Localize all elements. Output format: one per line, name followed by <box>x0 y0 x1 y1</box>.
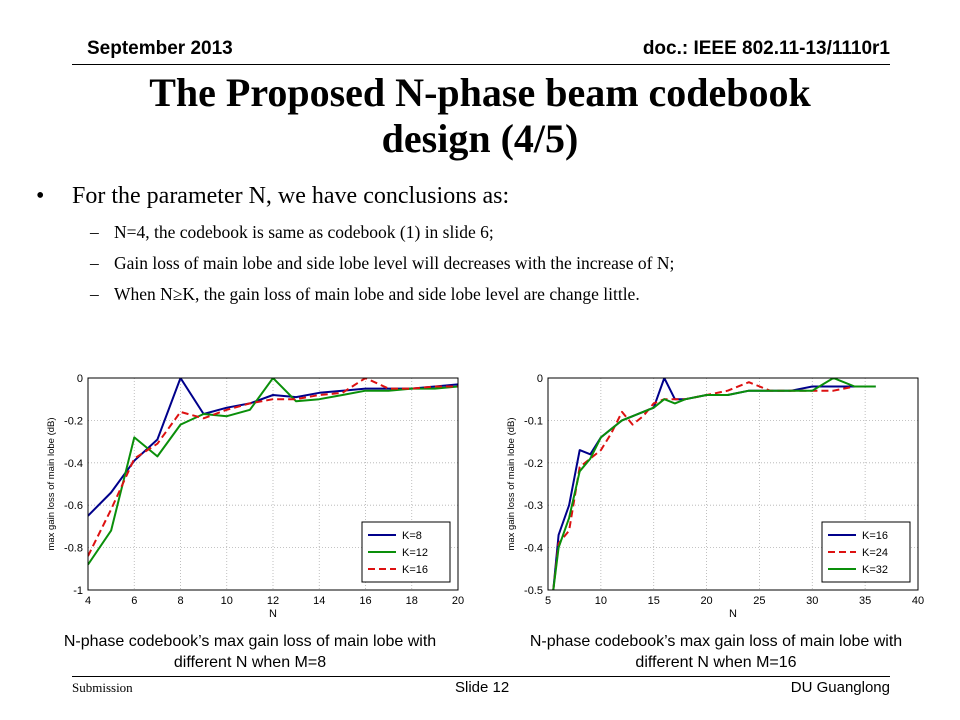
y-tick-label: -0.6 <box>64 500 83 513</box>
y-tick-label: -0.2 <box>524 457 543 470</box>
y-tick-label: -1 <box>73 585 83 597</box>
slide-title-line-2: design (4/5) <box>381 116 579 161</box>
sub-bullet <box>90 253 916 274</box>
header-doc-id: doc.: IEEE 802.11-13/1110r1 <box>642 38 890 59</box>
sub-bullet <box>90 222 916 243</box>
header-date: September 2013 <box>87 38 233 59</box>
sub-bullet-text: Gain loss of main lobe and side lobe level will decreases with the increase of N; <box>114 253 675 273</box>
y-tick-label: -0.1 <box>524 415 543 428</box>
dash-icon: – <box>90 253 99 273</box>
footer-author: DU Guanglong <box>790 679 890 696</box>
legend-label: K=8 <box>402 530 422 542</box>
dash-icon: – <box>90 284 99 304</box>
footer-divider <box>72 676 890 677</box>
bullet-dot-icon: • <box>36 183 45 209</box>
sub-bullet <box>90 284 916 305</box>
dash-icon: – <box>90 222 99 242</box>
x-axis-label: N <box>729 608 737 620</box>
x-tick-label: 35 <box>859 595 872 607</box>
y-tick-label: -0.8 <box>64 542 83 555</box>
legend-label: K=16 <box>862 530 888 542</box>
legend-label: K=24 <box>862 547 888 559</box>
y-axis-label: max gain loss of main lobe (dB) <box>46 417 57 551</box>
x-tick-label: 16 <box>359 595 372 607</box>
header-divider <box>72 64 890 65</box>
y-tick-label: 0 <box>536 373 543 385</box>
x-tick-label: 14 <box>313 595 326 607</box>
x-axis-label: N <box>269 608 277 620</box>
y-tick-label: -0.2 <box>64 415 83 428</box>
legend-label: K=12 <box>402 547 428 559</box>
footer-slide-number: Slide 12 <box>455 679 510 696</box>
legend-label: K=16 <box>402 564 428 576</box>
x-tick-label: 15 <box>647 595 660 607</box>
y-tick-label: 0 <box>76 373 83 385</box>
x-tick-label: 20 <box>451 595 465 607</box>
sub-bullet-text: N=4, the codebook is same as codebook (1) in slide 6; <box>114 222 494 242</box>
sub-bullet-text: When N≥K, the gain loss of main lobe and side lobe level are change little. <box>114 284 640 304</box>
y-tick-label: -0.5 <box>524 585 543 597</box>
x-tick-label: 12 <box>266 595 280 607</box>
x-tick-label: 20 <box>700 595 713 607</box>
x-tick-label: 5 <box>544 595 552 607</box>
slide-title <box>90 70 870 162</box>
x-tick-label: 40 <box>911 595 925 607</box>
slide-title-line-1: The Proposed N-phase beam codebook <box>149 70 811 115</box>
x-tick-label: 18 <box>405 595 418 607</box>
x-tick-label: 8 <box>177 595 184 607</box>
chart-m8 <box>40 362 470 624</box>
y-tick-label: -0.4 <box>64 457 83 470</box>
x-tick-label: 4 <box>84 595 92 607</box>
chart-m8-caption: N-phase codebook’s max gain loss of main lobe with different N when M=8 <box>63 633 437 671</box>
x-tick-label: 10 <box>594 595 607 607</box>
x-tick-label: 25 <box>753 595 766 607</box>
y-tick-label: -0.4 <box>524 542 543 555</box>
x-tick-label: 30 <box>806 595 819 607</box>
footer-submission: Submission <box>72 680 133 695</box>
y-tick-label: -0.3 <box>524 500 543 513</box>
chart-m16 <box>500 362 930 624</box>
y-axis-label: max gain loss of main lobe (dB) <box>506 417 517 551</box>
bullet-list <box>36 183 916 315</box>
x-tick-label: 10 <box>220 595 233 607</box>
main-bullet <box>36 183 916 210</box>
chart-m16-caption: N-phase codebook’s max gain loss of main lobe with different N when M=16 <box>529 633 903 671</box>
main-bullet-text: For the parameter N, we have conclusions as: <box>72 183 510 209</box>
x-tick-label: 6 <box>131 595 138 607</box>
legend-label: K=32 <box>862 564 888 576</box>
